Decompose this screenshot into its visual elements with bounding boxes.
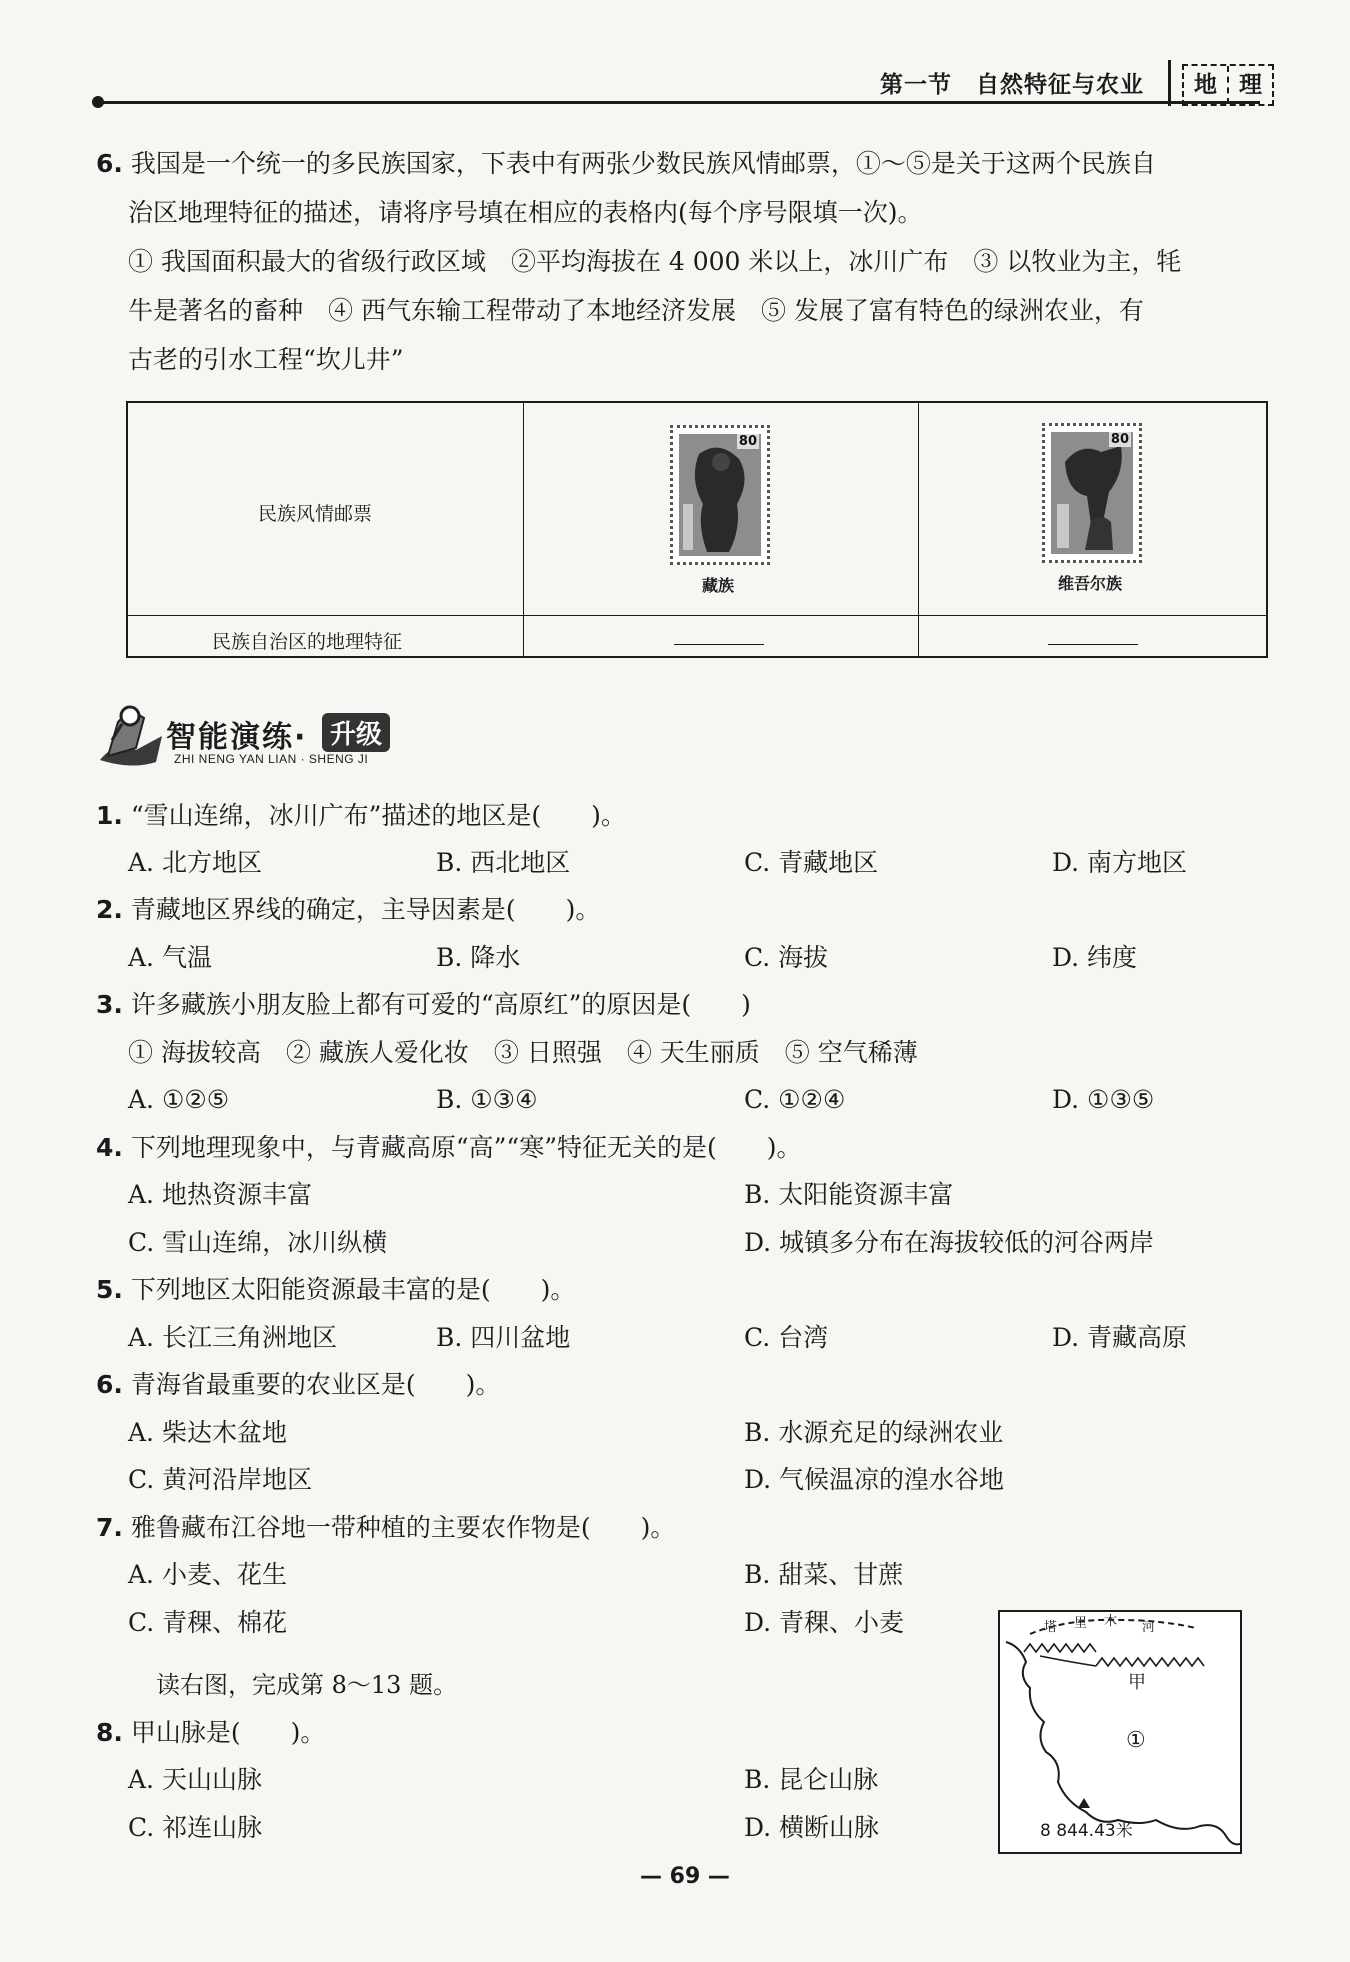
row1-label: 民族风情邮票	[258, 503, 373, 525]
q6-option-a[interactable]: A. 柴达木盆地	[128, 1418, 287, 1447]
q3-option-c[interactable]: C. ①②④	[744, 1085, 846, 1114]
q1-stem: 1. “雪山连绵，冰川广布”描述的地区是( )。	[96, 801, 626, 830]
header-separator	[1168, 60, 1171, 106]
tibetan-stamp	[670, 425, 770, 565]
q5-option-d[interactable]: D. 青藏高原	[1052, 1323, 1188, 1352]
q8-option-d[interactable]: D. 横断山脉	[744, 1813, 880, 1842]
q2-stem: 2. 青藏地区界线的确定，主导因素是( )。	[96, 895, 601, 924]
q6-number: 6.	[96, 149, 123, 178]
q4-option-d[interactable]: D. 城镇多分布在海拔较低的河谷两岸	[744, 1228, 1155, 1257]
q5-stem: 5. 下列地区太阳能资源最丰富的是( )。	[96, 1275, 576, 1304]
q7-option-c[interactable]: C. 青稞、棉花	[128, 1608, 288, 1637]
q5-option-a[interactable]: A. 长江三角洲地区	[128, 1323, 337, 1352]
tibetan-stamp-caption: 藏族	[702, 576, 735, 595]
q3-stem: 3. 许多藏族小朋友脸上都有可爱的“高原红”的原因是( )	[96, 990, 751, 1019]
q3-option-d[interactable]: D. ①③⑤	[1052, 1085, 1155, 1114]
q7-option-d[interactable]: D. 青稞、小麦	[744, 1608, 905, 1637]
q6-line-2: 治区地理特征的描述，请将序号填在相应的表格内(每个序号限填一次)。	[128, 198, 923, 227]
q1-option-c[interactable]: C. 青藏地区	[744, 848, 879, 877]
q3-option-b[interactable]: B. ①③④	[436, 1085, 538, 1114]
subject-char-2: 理	[1239, 72, 1262, 98]
map-region-label: ①	[1126, 1728, 1146, 1753]
answer-blank-2[interactable]	[1048, 644, 1138, 645]
q6-option-b[interactable]: B. 水源充足的绿洲农业	[744, 1418, 1004, 1447]
q2-option-c[interactable]: C. 海拔	[744, 943, 829, 972]
uyghur-stamp	[1042, 423, 1142, 563]
q1-option-d[interactable]: D. 南方地区	[1052, 848, 1188, 877]
q5-option-b[interactable]: B. 四川盆地	[436, 1323, 571, 1352]
q6-stem: 6. 青海省最重要的农业区是( )。	[96, 1370, 501, 1399]
header-rule	[100, 101, 1260, 104]
q6-option-c[interactable]: C. 黄河沿岸地区	[128, 1465, 313, 1494]
table-col-divider-1	[523, 403, 524, 656]
banner-pinyin: ZHI NENG YAN LIAN · SHENG JI	[174, 752, 369, 766]
tibetan-stamp-value: 80	[738, 434, 757, 449]
row2-label: 民族自治区的地理特征	[212, 631, 403, 653]
q4-option-b[interactable]: B. 太阳能资源丰富	[744, 1180, 954, 1209]
banner-badge: 升级	[322, 713, 390, 752]
q4-stem: 4. 下列地理现象中，与青藏高原“高”“寒”特征无关的是( )。	[96, 1133, 802, 1162]
book-reader-icon	[96, 700, 168, 774]
q8-option-a[interactable]: A. 天山山脉	[128, 1765, 262, 1794]
table-row-divider	[128, 615, 1266, 616]
section-title: 第一节 自然特征与农业	[880, 72, 1144, 98]
banner-title: 智能演练·	[166, 720, 308, 755]
q6-line-4: 牛是著名的畜种 ④ 西气东输工程带动了本地经济发展 ⑤ 发展了富有特色的绿洲农业，有	[128, 296, 1144, 325]
q1-option-b[interactable]: B. 西北地区	[436, 848, 571, 877]
q3-option-a[interactable]: A. ①②⑤	[128, 1085, 230, 1114]
map-river-char-1: 塔	[1044, 1620, 1058, 1635]
q2-option-d[interactable]: D. 纬度	[1052, 943, 1138, 972]
map-river-char-4: 河	[1142, 1620, 1156, 1635]
map-mountain-label: 甲	[1128, 1672, 1146, 1693]
subject-box	[1182, 64, 1274, 106]
map-river-char-2: 里	[1074, 1616, 1088, 1631]
answer-blank-1[interactable]	[674, 644, 764, 645]
q7-option-a[interactable]: A. 小麦、花生	[128, 1560, 287, 1589]
read-map-instruction: 读右图，完成第 8～13 题。	[156, 1671, 458, 1699]
stamp-table	[126, 401, 1268, 658]
q5-option-c[interactable]: C. 台湾	[744, 1323, 829, 1352]
q6-line-5: 古老的引水工程“坎儿井”	[128, 345, 404, 374]
uyghur-stamp-caption: 维吾尔族	[1058, 574, 1123, 593]
q7-option-b[interactable]: B. 甜菜、甘蔗	[744, 1560, 904, 1589]
tibetan-stamp-image	[679, 434, 761, 556]
q1-option-a[interactable]: A. 北方地区	[128, 848, 262, 877]
page-number: — 69 —	[640, 1864, 730, 1889]
q8-option-c[interactable]: C. 祁连山脉	[128, 1813, 263, 1842]
map-river-char-3: 木	[1104, 1614, 1118, 1629]
qinghai-tibet-map	[998, 1610, 1242, 1854]
q2-option-b[interactable]: B. 降水	[436, 943, 521, 972]
uyghur-stamp-value: 80	[1110, 432, 1129, 447]
q8-stem: 8. 甲山脉是( )。	[96, 1718, 326, 1747]
q6-line-3: ① 我国面积最大的省级行政区域 ②平均海拔在 4 000 米以上，冰川广布 ③ 以牧业为主，牦	[128, 247, 1182, 276]
q6-option-d[interactable]: D. 气候温凉的湟水谷地	[744, 1465, 1005, 1494]
table-col-divider-2	[918, 403, 919, 656]
q7-stem: 7. 雅鲁藏布江谷地一带种植的主要农作物是( )。	[96, 1513, 676, 1542]
q4-option-a[interactable]: A. 地热资源丰富	[128, 1180, 312, 1209]
q2-option-a[interactable]: A. 气温	[128, 943, 212, 972]
q3-statements: ① 海拔较高 ② 藏族人爱化妆 ③ 日照强 ④ 天生丽质 ⑤ 空气稀薄	[128, 1038, 918, 1067]
subject-char-1: 地	[1184, 66, 1229, 104]
q6-line-1: 6. 我国是一个统一的多民族国家，下表中有两张少数民族风情邮票，①～⑤是关于这两个民族自	[96, 149, 1156, 178]
uyghur-stamp-image	[1051, 432, 1133, 554]
q4-option-c[interactable]: C. 雪山连绵，冰川纵横	[128, 1228, 388, 1257]
map-peak-label: 8 844.43米	[1040, 1821, 1133, 1841]
q8-option-b[interactable]: B. 昆仑山脉	[744, 1765, 879, 1794]
